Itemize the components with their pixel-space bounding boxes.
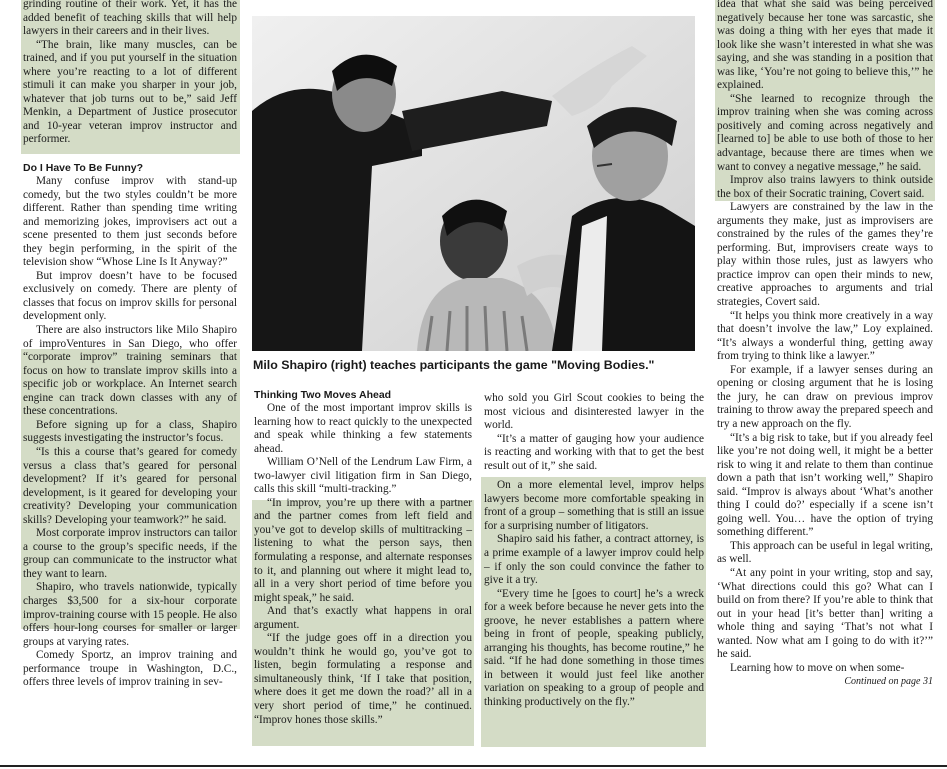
paragraph: “It helps you think more creatively in a way that doesn’t involve the law,” Loy explained. “It’s always a wonderful thing, getting away from trying to think like a lawyer.” xyxy=(717,309,933,363)
paragraph: But improv doesn’t have to be focused exclusively on comedy. There are plenty of classes that focus on improv skills for personal development only. xyxy=(23,269,237,323)
paragraph: There are also instructors like Milo Shapiro of improVentures in San Diego, who offer “corporate improv” training seminars that focus on how to translate improv skills into a specific job or workplace. An Internet search engine can track down classes with any of these concentrations. xyxy=(23,324,237,418)
article-column-2 xyxy=(254,388,472,727)
page-bottom-rule xyxy=(0,765,947,767)
article-column-4 xyxy=(717,0,933,689)
paragraph: Learning how to move on when some- xyxy=(730,661,905,674)
paragraph: Shapiro said his father, a contract attorney, is a prime example of a lawyer improv could help – if only the son could convince the father to give it a try. xyxy=(484,533,704,587)
article-photo xyxy=(252,16,695,351)
section-heading: Thinking Two Moves Ahead xyxy=(254,389,392,401)
paragraph: Most corporate improv instructors can tailor a course to the group’s specific needs, if the group can communicate to the instructor what they want to learn. xyxy=(23,527,237,580)
paragraph: who sold you Girl Scout cookies to being the most vicious and disinterested lawyer in the world. xyxy=(484,392,704,432)
paragraph: Shapiro, who travels nationwide, typically charges $3,500 for a six-hour corporate improv-training course with 15 people. He also offers hour-long courses for smaller or larger groups at varying rates. xyxy=(23,581,237,648)
paragraph: Improv also trains lawyers to think outside the box of their Socratic training, Covert said. xyxy=(717,174,933,200)
paragraph: Lawyers are constrained by the law in the arguments they make, just as improvisers are constrained by the rules of the games they’re performing. But, improvisers create ways to play within those rules, just as lawyers who practice improv can open their minds to new, creative approaches to arguments and trial strategies, Covert said. xyxy=(717,201,933,309)
paragraph: “It’s a matter of gauging how your audience is reacting and working with that to get the best result out of it,” she said. xyxy=(484,432,704,472)
paragraph: grinding routine of their work. Yet, it has the added benefit of teaching skills that will help lawyers in their careers and in their lives. xyxy=(23,0,237,38)
paragraph: “Every time he [goes to court] he’s a wreck for a week before because he never gets into the groove, he never establishes a pattern where being in front of people, speaking publicly, arranging his thoughts, has become routine,” he said. “If he had done something in those times in between it would just feel like another variation on speaking to a group of people and thinking productively on the fly.” xyxy=(484,587,704,709)
paragraph: Many confuse improv with stand-up comedy, but the two styles couldn’t be more different. Rather than spending time writing and memorizing jokes, improvisers act out a scene presented to them just seconds before they begin performing, in the spirit of the television show “Whose Line Is It Anyway?” xyxy=(23,175,237,269)
paragraph: “It’s a big risk to take, but if you already feel like you’re not doing well, it might be a better risk to wing it and relate to them than continue down a path that isn’t working well,” Shapiro said. “Improv is always about ‘What’s another thing I could do?’ especially if a scene isn’t going well. You… have the option of trying something different.” xyxy=(717,431,933,539)
paragraph: Comedy Sportz, an improv training and performance troupe in Washington, D.C., offers three levels of improv training in sev- xyxy=(23,649,237,689)
article-column-1 xyxy=(23,0,237,690)
paragraph: “Is this a course that’s geared for comedy versus a class that’s geared for personal development? If it’s geared for personal development, is it geared for developing your creativity? Developing your communication skills? Developing your teamwork?” he said. xyxy=(23,445,237,526)
paragraph: “In improv, you’re up there with a partner and the partner comes from left field and you’ve got to develop skills of multitracking – listening to what the person says, then formulating a response, and alternate responses to it, and planning out where it might lead to, all in a very short period of time before you might speak,” he said. xyxy=(254,496,472,604)
section-heading: Do I Have To Be Funny? xyxy=(23,162,143,175)
article-column-3 xyxy=(484,392,704,710)
photo-caption: Milo Shapiro (right) teaches participants the game "Moving Bodies." xyxy=(253,358,655,372)
paragraph: William O’Nell of the Lendrum Law Firm, a two-lawyer civil litigation firm in San Diego, calls this skill “multi-tracking.” xyxy=(254,456,472,496)
paragraph: And that’s exactly what happens in oral argument. xyxy=(254,605,472,631)
photo-illustration xyxy=(252,16,695,351)
paragraph: For example, if a lawyer senses during an opening or closing argument that he is losing the jury, he can draw on previous improv training to throw away the prepared speech and try a new approach on the fly. xyxy=(717,363,933,430)
paragraph: “If the judge goes off in a direction you wouldn’t think he would go, you’ve got to listen, begin formulating a response and simultaneously think, ‘If I take that position, where does it get me down the road?’ all in a very short period of time,” he continued. “Improv hones those skills.” xyxy=(254,632,472,726)
paragraph: idea that what she said was being perceived negatively because her tone was sarcastic, she was doing a thing with her eyes that made it look like she wasn’t interested in what she was saying, and she was standing in a position that was like, ‘You’re not going to believe this,’” he explained. xyxy=(717,0,933,92)
paragraph: This approach can be useful in legal writing, as well. xyxy=(717,539,933,566)
paragraph: Before signing up for a class, Shapiro suggests investigating the instructor’s focus. xyxy=(23,418,237,445)
paragraph: On a more elemental level, improv helps lawyers become more comfortable speaking in front of a group – something that is still an issue for a surprising number of litigators. xyxy=(484,479,704,532)
paragraph: One of the most important improv skills is learning how to react quickly to the unexpected and speak while thinking a few statements ahead. xyxy=(254,402,472,455)
paragraph: “The brain, like many muscles, can be trained, and if you put yourself in the situation where you’re reacting to a lot of different stimuli it can make you sharper in your job, whatever that job turns out to be,” said Jeff Menkin, a Department of Justice prosecutor and 10-year veteran improv instructor and performer. xyxy=(23,38,237,146)
paragraph: “At any point in your writing, stop and say, ‘What directions could this go? What can I build on from there? If you’re able to think that out in your head [it’s better than] writing a whole thing and saying ‘That’s not what I wanted. Now what am I going to do with it?’” he said. xyxy=(717,566,933,661)
continued-note: Continued on page 31 xyxy=(844,676,933,688)
paragraph: “She learned to recognize through the improv training when she was coming across positively and coming across negatively and [learned to] be able to use both of those to her advantage, because there are times when we want to convey a negative message,” he said. xyxy=(717,92,933,173)
